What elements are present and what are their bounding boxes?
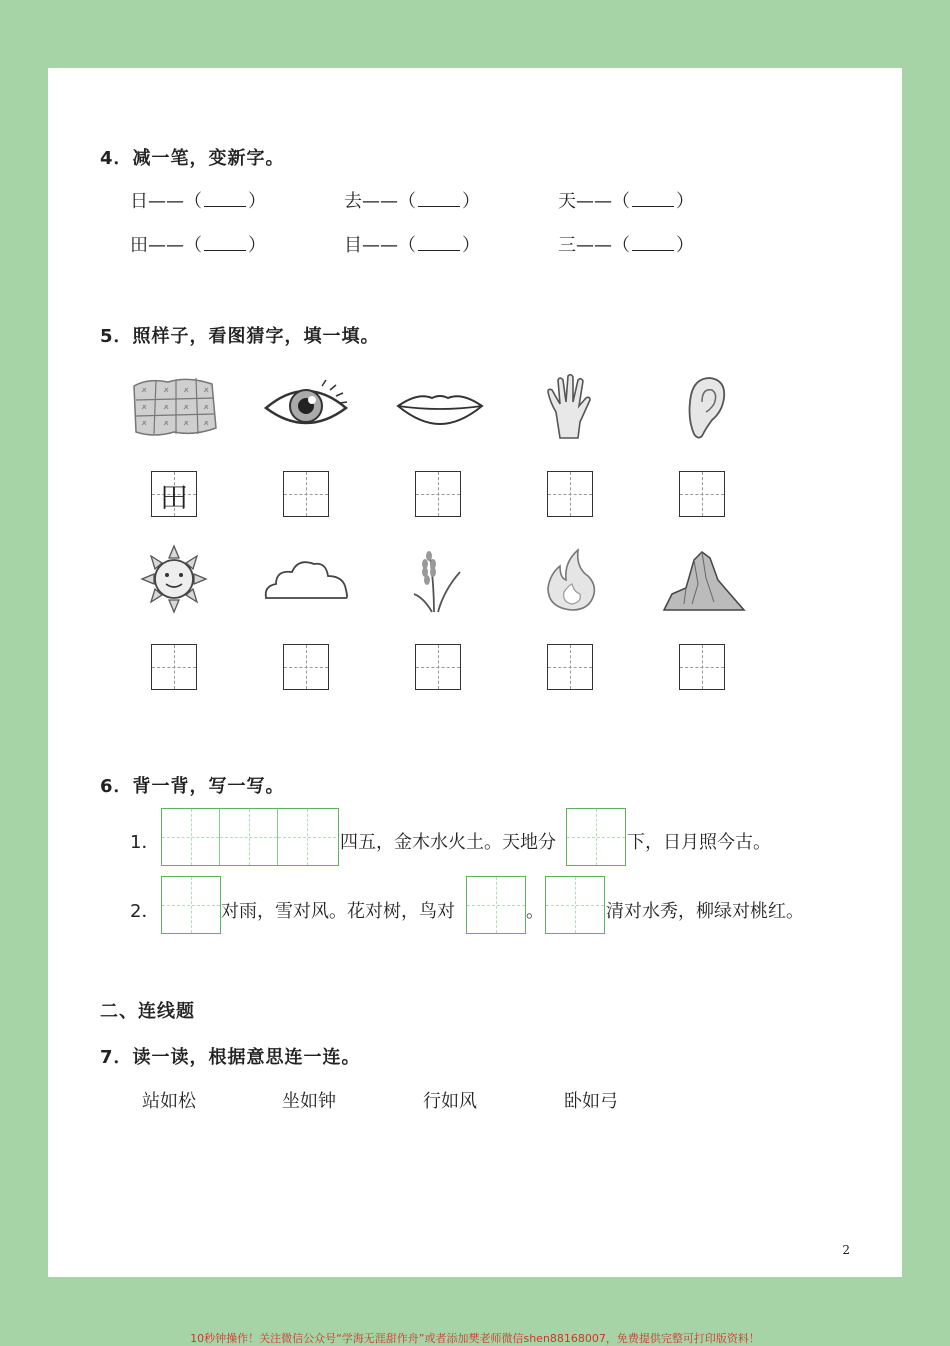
q5-title: 5．照样子，看图猜字，填一填。 [100,326,380,347]
q4-item-3: 天——（ ） [558,191,694,212]
cloud-icon [260,544,352,614]
green-grid-5[interactable] [545,876,605,934]
q7-title: 7．读一读，根据意思连一连。 [100,1047,361,1068]
mountain-icon [658,544,750,614]
q4-item-1: 日——（ ） [130,191,266,212]
hand-icon [526,372,618,442]
eye-icon [260,372,352,442]
q4-item-5: 目——（ ） [344,235,480,256]
mouth-icon [394,372,486,442]
grain-icon [394,544,486,614]
tian-grid-cloud[interactable] [283,644,329,690]
green-grid-1[interactable] [161,808,339,866]
q6-line2-text-a: 对雨，雪对风。花对树，鸟对 [221,901,455,922]
tian-grid-fire[interactable] [547,644,593,690]
q6-line1-text-a: 四五，金木水火土。天地分 [340,832,556,853]
field-icon [128,372,220,442]
tian-grid-sun[interactable] [151,644,197,690]
tian-grid-hand[interactable] [547,471,593,517]
green-grid-3[interactable] [161,876,221,934]
q4-title: 4．减一笔，变新字。 [100,148,285,169]
q7-word-4: 卧如弓 [564,1091,618,1112]
section-2-title: 二、连线题 [100,1001,195,1022]
q6-line2-text-c: 清对水秀，柳绿对桃红。 [606,901,804,922]
tian-grid-ear[interactable] [679,471,725,517]
promo-footer: 10秒钟操作！关注微信公众号“学海无涯甜作舟”或者添加樊老师微信shen88168007，免费提供完整可打印版资料！ [190,1332,760,1345]
green-grid-4[interactable] [466,876,526,934]
tian-grid-eye[interactable] [283,471,329,517]
page-number: 2 [842,1243,850,1257]
green-grid-2[interactable] [566,808,626,866]
q7-word-1: 站如松 [142,1091,196,1112]
q6-line1-number: 1． [130,832,160,853]
sun-icon [128,544,220,614]
worksheet-page [48,68,902,1277]
q4-item-6: 三——（ ） [558,235,694,256]
tian-grid-mountain[interactable] [679,644,725,690]
fire-icon [526,544,618,614]
tian-grid-grain[interactable] [415,644,461,690]
q7-word-3: 行如风 [423,1091,477,1112]
q4-item-4: 田——（ ） [130,235,266,256]
q6-title: 6．背一背，写一写。 [100,776,285,797]
tian-grid-mouth[interactable] [415,471,461,517]
ear-icon [658,372,750,442]
tian-grid-example: 田 [151,471,197,517]
q6-line2-text-b: 。 [526,901,544,922]
q6-line1-text-b: 下，日月照今古。 [627,832,771,853]
q6-line2-number: 2． [130,901,160,922]
q4-item-2: 去——（ ） [344,191,480,212]
q7-word-2: 坐如钟 [282,1091,336,1112]
